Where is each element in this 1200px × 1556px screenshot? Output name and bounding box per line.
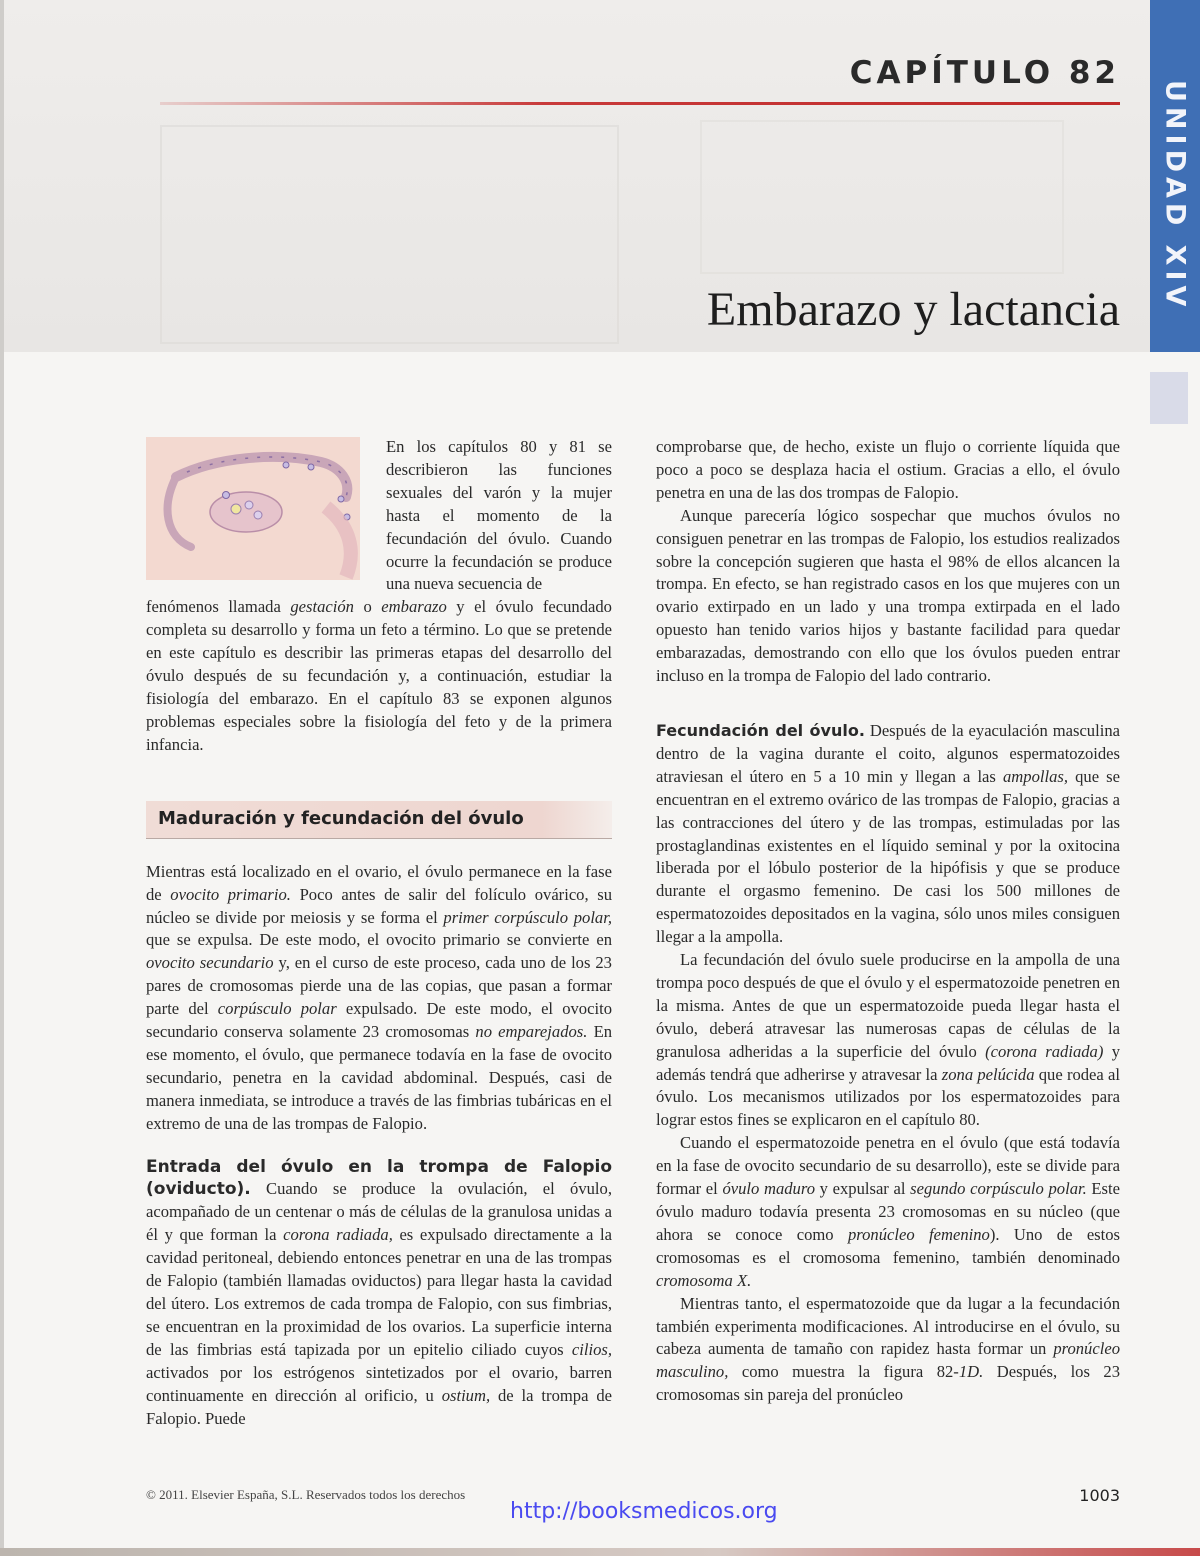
text-run: La fecundación del óvulo suele producirse en la ampolla de una trompa poco después de que el óvulo y el espermatozoide penetren en la misma. Antes de que un espermatozoide pueda llegar hasta el óvulo, deberá atravesar las numerosas capas de células de la granulosa adheridas a la superficie del óvulo [656,950,1121,1061]
emphasis: no emparejados. [475,1022,588,1042]
body-paragraph [656,1132,1120,1292]
text-run: En ese momento, el óvulo, que permanece todavía en la fase de ovocito secundario, penetra en la cavidad abdominal. Después, casi de manera inmediata, se introduce a través de las fimbrias tubáricas en el extremo de una de las trompas de Falopio. [146,1022,612,1133]
text-run: y expulsar al [815,1179,911,1199]
text-run: fenómenos llamada [146,597,291,617]
text-run: y el óvulo fecundado completa su desarrollo y forma un feto a término. Lo que se pretende en este capítulo es describir las primeras etapas del desarrollo del óvulo después de su fecundación y, a continuación, estudiar la fisiología del embarazo. En el capítulo 83 se exponen algunos problemas especiales sobre la fisiología del feto y de la primera infancia. [146,597,612,754]
text-run: que se encuentran en el extremo ovárico de las trompas de Falopio, gracias a las contracciones del útero y de las trompas, estimuladas por las prostaglandinas existentes en el líquido seminal y por la oxitocina liberada por el lóbulo posterior de la hipófisis y que se produce durante el orgasmo femenino. De casi los 500 millones de espermatozoides depositados en la vagina, sólo unos miles consiguen llegar a la ampolla. [656,766,1120,947]
body-paragraph [146,861,612,1136]
left-column [146,436,612,1430]
page-number: 1003 [1079,1486,1120,1505]
text-run: que se expulsa. De este modo, el ovocito primario se convierte en [146,930,612,950]
text-run: Poco antes de salir del folículo ovárico, su núcleo se divide por meiosis y se forma el [146,884,613,927]
text-run: de la trompa de Falopio. Puede [146,1385,612,1428]
text-run: Después de la eyaculación masculina dentro de la vagina durante el coito, algunos espermatozoides atraviesan el útero en 5 a 10 min y llegan a las [656,720,1120,786]
emphasis: ovocito primario. [170,884,291,904]
text-run: Cuando el espermatozoide penetra en el óvulo (que está todavía en la fase de ovocito secundario de su desarrollo), este se divide para formar el [656,1133,1120,1199]
emphasis: pronúcleo femenino [847,1224,990,1244]
faded-header-image [160,125,619,344]
emphasis: (corona radiada) [985,1041,1104,1061]
emphasis: 1D. [958,1362,984,1382]
right-column [656,436,1120,1407]
page-edge-left [0,0,4,1556]
text-run: que rodea al óvulo. Los mecanismos utilizados por los espermatozoides para lograr estos fines se explicaron en el capítulo 80. [656,1064,1121,1130]
faded-header-image-2 [700,120,1064,274]
emphasis: segundo corpúsculo polar. [910,1179,1087,1199]
emphasis: cromosoma X. [656,1270,752,1290]
spacer [146,1136,612,1156]
body-paragraph [656,1293,1120,1408]
emphasis: ovocito secundario [146,953,274,973]
text-run: o [353,597,382,617]
body-paragraph: Aunque parecería lógico sospechar que muchos óvulos no consiguen penetrar en las trompas de Falopio, los estudios realizados sobre la concepción sugieren que hasta el 98% de ellos alcancen la trompa. En efecto, se han registrado casos en los que mujeres con un ovario extirpado en un lado y una trompa extirpada en el lado opuesto han tenido varios hijos y bastante facilidad para quedar embarazadas, demostrando con ello que los óvulos pueden entrar incluso en la trompa de Falopio del lado contrario. [656,505,1120,686]
chapter-rule [160,102,1120,105]
text-run: es expulsado directamente a la cavidad peritoneal, debiendo entonces penetrar en una de las trompas de Falopio (también llamadas oviductos) para llegar hasta la cavidad del útero. Los extremos de cada trompa de Falopio, con sus fimbrias, se encuentran en la proximidad de los ovarios. La superficie interna de las fimbrias está tapizada por un epitelio ciliado cuyos [146,1225,612,1359]
section-heading: Maduración y fecundación del óvulo [146,801,612,839]
chapter-title: Embarazo y lactancia [706,283,1120,336]
emphasis: pronúcleo masculino, [656,1339,1120,1382]
body-paragraph-with-run-head [656,720,1120,949]
emphasis: ampollas, [1003,766,1068,786]
chapter-label: CAPÍTULO 82 [849,55,1120,91]
text-run: y además tendrá que adherirse y atravesar la [656,1041,1120,1084]
spacer [656,688,1120,720]
intro-paragraph-continued [146,596,612,756]
text-run: Mientras está localizado en el ovario, el óvulo permanece en la fase de [146,861,612,904]
text-run: expulsado. De este modo, el ovocito secundario conserva solamente 23 cromosomas [146,999,612,1042]
website-link[interactable]: http://booksmedicos.org [510,1499,778,1524]
spacer [146,839,612,861]
page-edge-bottom [0,1548,1200,1556]
emphasis: primer corpúsculo polar, [443,907,612,927]
text-run: Después, los 23 cromosomas sin pareja del pronúcleo [656,1362,1120,1405]
text-run: como muestra la figura 82- [728,1362,959,1382]
text-run: activados por los estrógenos sintetizados por el ovario, barren continuamente en dirección al orificio, u [146,1362,612,1405]
unit-tab-secondary [1150,372,1188,424]
emphasis: cilios, [571,1339,612,1359]
emphasis: óvulo maduro [722,1179,815,1199]
emphasis: gestación [290,597,354,617]
emphasis: zona pelúcida [941,1064,1035,1084]
emphasis: ostium, [441,1385,491,1405]
text-run: ). Uno de estos cromosomas es el cromosoma femenino, también denominado [656,1224,1121,1267]
copyright-notice: © 2011. Elsevier España, S.L. Reservados todos los derechos [146,1487,466,1502]
text-run: Este óvulo maduro todavía presenta 23 cromosomas en su núcleo (que ahora se conoce como [656,1179,1120,1244]
emphasis: corpúsculo polar [217,999,337,1019]
body-paragraph-with-subheading [146,1156,612,1431]
emphasis: embarazo [381,597,447,617]
body-paragraph [656,949,1120,1132]
text-run: y, en el curso de este proceso, cada uno de los 23 pares de cromosomas pierde una de las copias, que pasan a formar parte del [146,953,612,1019]
body-paragraph: comprobarse que, de hecho, existe un flujo o corriente líquida que poco a poco se desplaza hacia el ostium. Gracias a ello, el óvulo penetra en una de las dos trompas de Falopio. [656,437,1120,502]
subheading: Entrada del óvulo en la trompa de Falopio (oviducto). [146,1156,612,1200]
emphasis: corona radiada, [283,1225,393,1245]
run-in-heading: Fecundación del óvulo. [656,720,865,740]
unit-label: UNIDAD XIV [1159,80,1191,312]
text-run: Mientras tanto, el espermatozoide que da lugar a la fecundación también experimenta modificaciones. Al introducirse en el óvulo, su cabeza aumenta de tamaño con rapidez hasta formar un [656,1293,1120,1359]
intro-paragraph-start: En los capítulos 80 y 81 se describieron las funciones sexuales del varón y la mujer hasta el momento de la fecundación del óvulo. Cuando ocurre la fecundación se produce una nueva secuencia de [386,437,612,594]
text-run: Cuando se produce la ovulación, el óvulo, acompañado de un centenar o más de células de la granulosa unidas a él y que forman la [146,1179,612,1245]
